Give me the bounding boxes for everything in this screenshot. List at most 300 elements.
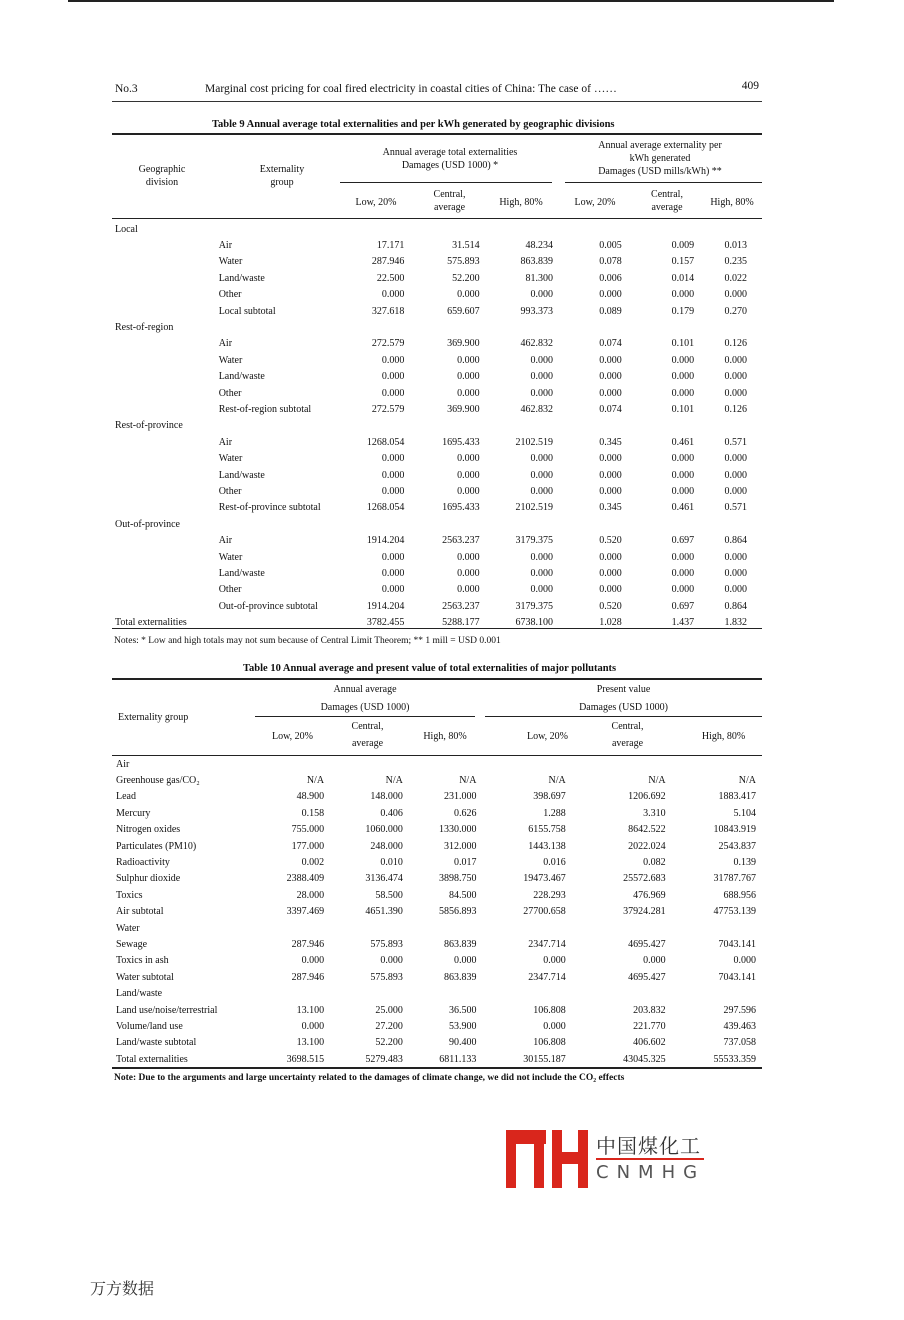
logo-bar xyxy=(534,1130,544,1160)
value-cell: 0.864 xyxy=(724,600,747,612)
value-cell xyxy=(337,221,404,237)
header-text: Central, xyxy=(351,721,384,732)
value-cell: 1206.692 xyxy=(628,791,666,803)
value-cell: 6811.133 xyxy=(439,1053,477,1065)
value-cell: 0.089 xyxy=(599,305,622,317)
value-cell: 0.000 xyxy=(530,289,554,301)
group-cell: Toxics xyxy=(116,889,143,901)
table9-top-rule xyxy=(112,133,762,135)
value-cell: 0.000 xyxy=(381,485,405,497)
table10-header-pv: Present value xyxy=(596,684,651,695)
group-cell: Volume/land use xyxy=(116,1020,183,1032)
value-cell: 0.520 xyxy=(599,600,622,612)
header-text: group xyxy=(270,177,294,188)
value-cell: 1060.000 xyxy=(365,824,403,836)
table-row xyxy=(116,985,756,1001)
group-cell: Local subtotal xyxy=(218,305,276,317)
value-cell: 37924.281 xyxy=(623,906,666,918)
value-cell: 0.000 xyxy=(671,453,695,465)
value-cell xyxy=(553,516,622,532)
value-cell: 0.864 xyxy=(724,535,747,547)
division-cell: Rest-of-region xyxy=(115,322,174,334)
value-cell: 369.900 xyxy=(447,403,480,415)
table9-header-perkwh xyxy=(560,139,760,178)
value-cell xyxy=(404,516,479,532)
table-row xyxy=(115,336,747,352)
value-cell: 17.171 xyxy=(376,240,405,252)
value-cell: 0.000 xyxy=(457,551,480,563)
value-cell: 0.626 xyxy=(453,807,477,819)
table10-col-central-pv xyxy=(590,720,665,750)
value-cell xyxy=(480,221,553,237)
value-cell: 406.602 xyxy=(633,1037,666,1049)
header-text: kWh generated xyxy=(629,153,691,164)
value-cell: 0.006 xyxy=(599,272,622,284)
value-cell: 0.235 xyxy=(724,256,747,268)
group-cell: Land/waste xyxy=(116,988,163,1000)
table-row xyxy=(116,789,756,805)
division-cell: Total externalities xyxy=(115,617,187,629)
group-cell: Water xyxy=(218,354,243,366)
value-cell: 287.946 xyxy=(291,971,325,983)
table10-bottom-rule xyxy=(112,1067,762,1069)
value-cell: 0.697 xyxy=(671,600,695,612)
value-cell: 287.946 xyxy=(291,938,325,950)
table10-header-pv-damages: Damages (USD 1000) xyxy=(579,702,668,713)
table-row xyxy=(115,270,747,286)
group-cell: Total externalities xyxy=(116,1053,188,1065)
value-cell: 1443.138 xyxy=(528,840,566,852)
value-cell: 0.461 xyxy=(671,436,695,448)
value-cell: 863.839 xyxy=(443,971,477,983)
group-cell: Other xyxy=(218,584,242,596)
table10-body xyxy=(116,756,756,1067)
running-head xyxy=(115,80,763,102)
value-cell: 1.288 xyxy=(543,807,566,819)
value-cell: 43045.325 xyxy=(623,1053,666,1065)
table-row xyxy=(116,920,756,936)
value-cell: 0.000 xyxy=(724,453,747,465)
value-cell: 36.500 xyxy=(448,1004,477,1016)
value-cell: 0.009 xyxy=(671,240,695,252)
value-cell: 0.000 xyxy=(599,453,622,465)
division-cell xyxy=(115,287,219,303)
value-cell: 90.400 xyxy=(448,1037,477,1049)
division-cell xyxy=(115,582,219,598)
cnmhg-logo xyxy=(500,1128,710,1188)
table10-header-annual-damages: Damages (USD 1000) xyxy=(320,702,410,713)
group-cell: Water subtotal xyxy=(116,971,174,983)
value-cell xyxy=(566,985,666,1001)
value-cell: 272.579 xyxy=(371,338,405,350)
group-cell: Other xyxy=(218,485,242,497)
table-row xyxy=(115,483,747,499)
value-cell: 0.000 xyxy=(457,387,480,399)
value-cell: 0.017 xyxy=(453,857,477,869)
running-title: Marginal cost pricing for coal fired electricity in coastal cities of China: The case of …… xyxy=(205,83,617,95)
header-text: Geographic xyxy=(138,164,186,175)
value-cell xyxy=(476,756,565,772)
value-cell: 1.832 xyxy=(724,617,747,629)
table10-sub-rule-left xyxy=(255,716,475,717)
table10-col-low: Low, 20% xyxy=(271,731,313,742)
table9-body xyxy=(115,221,747,631)
table10-col-high: High, 80% xyxy=(423,731,467,742)
value-cell: 5288.177 xyxy=(442,617,480,629)
value-cell: 462.832 xyxy=(520,403,554,415)
division-cell: Local xyxy=(115,223,138,235)
value-cell xyxy=(566,756,666,772)
value-cell: 2347.714 xyxy=(528,938,566,950)
value-cell: 0.157 xyxy=(671,256,695,268)
division-cell xyxy=(115,434,219,450)
division-cell xyxy=(115,270,219,286)
value-cell: 0.000 xyxy=(530,485,554,497)
group-cell: Air xyxy=(218,240,233,252)
header-text: Central, xyxy=(611,721,644,732)
table-row xyxy=(116,1035,756,1051)
value-cell: 10843.919 xyxy=(713,824,756,836)
value-cell: 0.520 xyxy=(599,535,622,547)
value-cell: 0.000 xyxy=(453,955,477,967)
group-cell: Lead xyxy=(116,791,136,803)
value-cell: 287.946 xyxy=(371,256,405,268)
value-cell: 203.832 xyxy=(633,1004,666,1016)
division-cell: Out-of-province xyxy=(115,518,180,530)
header-text: Annual average total externalities xyxy=(382,147,518,158)
value-cell: 1883.417 xyxy=(718,791,756,803)
value-cell: 22.500 xyxy=(376,272,405,284)
table10-header-group: Externality group xyxy=(118,712,189,723)
journal-issue: No.3 xyxy=(115,83,138,95)
table-row xyxy=(116,756,756,772)
value-cell: 47753.139 xyxy=(713,906,756,918)
value-cell: 0.000 xyxy=(543,955,566,967)
value-cell: 863.839 xyxy=(443,938,477,950)
value-cell: N/A xyxy=(385,775,403,787)
value-cell xyxy=(622,319,694,335)
value-cell: 0.000 xyxy=(671,371,695,383)
value-cell: 462.832 xyxy=(520,338,554,350)
value-cell: 0.000 xyxy=(724,371,747,383)
value-cell: 3898.750 xyxy=(438,873,477,885)
value-cell: 228.293 xyxy=(533,889,566,901)
division-cell xyxy=(115,303,219,319)
value-cell xyxy=(694,418,747,434)
group-cell: Out-of-province subtotal xyxy=(218,600,318,612)
value-cell: 28.000 xyxy=(296,889,325,901)
table9-header-group xyxy=(232,163,332,189)
table10-col-high-pv: High, 80% xyxy=(701,731,746,742)
value-cell: 0.000 xyxy=(457,453,480,465)
table-row xyxy=(116,1051,756,1067)
value-cell xyxy=(480,516,553,532)
value-cell: 0.000 xyxy=(381,371,405,383)
value-cell: 0.000 xyxy=(599,485,622,497)
value-cell: 0.571 xyxy=(724,436,747,448)
value-cell: 0.078 xyxy=(599,256,622,268)
value-cell: 0.000 xyxy=(381,469,405,481)
table9-caption: Table 9 Annual average total externalities and per kWh generated by geographic divisions xyxy=(212,119,615,130)
table-row xyxy=(116,838,756,854)
group-cell: Land use/noise/terrestrial xyxy=(116,1004,218,1016)
logo-english-text: CNMHG xyxy=(596,1162,706,1183)
group-cell: Air xyxy=(218,436,233,448)
table-row xyxy=(116,953,756,969)
value-cell xyxy=(622,516,694,532)
value-cell: 575.893 xyxy=(370,938,403,950)
value-cell: 2563.237 xyxy=(442,600,480,612)
value-cell: 30155.187 xyxy=(523,1053,566,1065)
group-cell: Water xyxy=(218,551,243,563)
top-border-rule xyxy=(68,0,834,2)
logo-bar xyxy=(578,1130,588,1188)
value-cell: 25.000 xyxy=(375,1004,403,1016)
value-cell: 84.500 xyxy=(448,889,477,901)
group-cell: Other xyxy=(218,289,242,301)
group-cell: Radioactivity xyxy=(116,857,170,869)
value-cell: 0.002 xyxy=(301,857,325,869)
table-row xyxy=(116,887,756,903)
value-cell: 0.000 xyxy=(530,584,554,596)
header-text: division xyxy=(145,177,179,188)
table-row xyxy=(115,287,747,303)
value-cell: 1.437 xyxy=(671,617,695,629)
value-cell: 737.058 xyxy=(723,1037,756,1049)
header-text: average xyxy=(611,738,644,749)
value-cell xyxy=(404,319,479,335)
table-row xyxy=(115,565,747,581)
table9-col-low-kwh: Low, 20% xyxy=(574,197,616,208)
group-cell: Other xyxy=(218,387,242,399)
table-row xyxy=(116,904,756,920)
table-row xyxy=(115,598,747,614)
value-cell: N/A xyxy=(306,775,325,787)
value-cell: N/A xyxy=(548,775,566,787)
table-row xyxy=(115,450,747,466)
value-cell: 297.596 xyxy=(723,1004,756,1016)
header-text: average xyxy=(651,202,683,213)
value-cell: 1.028 xyxy=(599,617,622,629)
value-cell: 177.000 xyxy=(291,840,325,852)
value-cell: 248.000 xyxy=(370,840,403,852)
value-cell: 81.300 xyxy=(525,272,554,284)
value-cell: 5856.893 xyxy=(438,906,477,918)
group-cell: Rest-of-region subtotal xyxy=(218,403,312,415)
value-cell: 3397.469 xyxy=(286,906,325,918)
value-cell: 0.697 xyxy=(671,535,695,547)
logo-chinese-text: 中国煤化工 xyxy=(596,1134,701,1158)
value-cell: 0.101 xyxy=(671,403,695,415)
division-cell xyxy=(115,565,219,581)
value-cell: 0.345 xyxy=(599,502,622,514)
value-cell: 0.000 xyxy=(671,469,695,481)
table-row xyxy=(115,500,747,516)
value-cell xyxy=(404,418,479,434)
group-cell xyxy=(219,418,338,434)
group-cell: Mercury xyxy=(116,807,151,819)
value-cell: 6155.758 xyxy=(528,824,566,836)
division-cell xyxy=(115,401,219,417)
value-cell: 8642.522 xyxy=(628,824,666,836)
value-cell xyxy=(337,418,404,434)
division-cell xyxy=(115,549,219,565)
value-cell: 2543.837 xyxy=(718,840,756,852)
value-cell: 2347.714 xyxy=(528,971,566,983)
value-cell: 7043.141 xyxy=(718,971,756,983)
value-cell: 0.000 xyxy=(724,551,747,563)
value-cell: 0.000 xyxy=(301,955,325,967)
value-cell: 0.000 xyxy=(671,551,695,563)
value-cell: 58.500 xyxy=(375,889,403,901)
table-row xyxy=(115,221,747,237)
value-cell xyxy=(666,920,756,936)
value-cell: 55533.359 xyxy=(713,1053,756,1065)
value-cell xyxy=(403,985,477,1001)
value-cell xyxy=(666,985,756,1001)
group-cell xyxy=(219,516,338,532)
value-cell xyxy=(553,221,622,237)
table9-col-high-kwh: High, 80% xyxy=(710,197,754,208)
value-cell: 0.000 xyxy=(530,387,554,399)
wanfang-watermark: 万方数据 xyxy=(90,1279,155,1298)
value-cell: 3782.455 xyxy=(366,617,405,629)
header-text: Central, xyxy=(433,189,466,200)
value-cell xyxy=(324,985,403,1001)
value-cell: 0.179 xyxy=(671,305,695,317)
value-cell: 1330.000 xyxy=(438,824,477,836)
table10-sub-rule-right xyxy=(485,716,762,717)
value-cell: 0.345 xyxy=(599,436,622,448)
value-cell: 0.000 xyxy=(724,354,747,366)
table9-col-central xyxy=(412,188,487,214)
value-cell: 0.000 xyxy=(599,289,622,301)
group-cell: Air xyxy=(218,535,233,547)
division-cell: Rest-of-province xyxy=(115,420,183,432)
table9-sub-rule-left xyxy=(340,182,552,183)
value-cell: 1695.433 xyxy=(442,502,480,514)
group-cell: Air subtotal xyxy=(116,906,164,918)
group-cell: Water xyxy=(218,453,243,465)
value-cell: 0.000 xyxy=(543,1020,566,1032)
header-text: Annual average externality per xyxy=(598,140,722,151)
value-cell: 106.808 xyxy=(533,1037,566,1049)
value-cell: 13.100 xyxy=(296,1004,325,1016)
table-row xyxy=(115,401,747,417)
value-cell: 0.022 xyxy=(724,272,747,284)
value-cell: 0.139 xyxy=(733,857,756,869)
value-cell: 0.000 xyxy=(733,955,756,967)
value-cell: 0.013 xyxy=(724,240,747,252)
value-cell xyxy=(403,920,477,936)
table9-note: Notes: * Low and high totals may not sum because of Central Limit Theorem; ** 1 mill = USD 0.001 xyxy=(114,636,501,646)
value-cell: 476.969 xyxy=(633,889,666,901)
header-text: Damages (USD 1000) * xyxy=(401,160,499,171)
value-cell: 4695.427 xyxy=(628,971,666,983)
value-cell xyxy=(404,221,479,237)
group-cell: Land/waste xyxy=(218,371,265,383)
group-cell: Nitrogen oxides xyxy=(116,824,181,836)
value-cell: 0.000 xyxy=(724,387,747,399)
value-cell: 0.000 xyxy=(671,289,695,301)
division-cell xyxy=(115,254,219,270)
value-cell xyxy=(553,319,622,335)
value-cell: 3179.375 xyxy=(515,600,554,612)
value-cell: 13.100 xyxy=(296,1037,325,1049)
value-cell xyxy=(622,418,694,434)
table-row xyxy=(115,369,747,385)
value-cell: 2563.237 xyxy=(442,535,480,547)
value-cell: 0.000 xyxy=(457,485,480,497)
value-cell: 7043.141 xyxy=(718,938,756,950)
value-cell: 0.000 xyxy=(457,469,480,481)
division-cell xyxy=(115,467,219,483)
table-row xyxy=(115,385,747,401)
value-cell: 327.618 xyxy=(371,305,405,317)
value-cell xyxy=(248,756,324,772)
value-cell xyxy=(566,920,666,936)
value-cell: 2388.409 xyxy=(286,873,325,885)
header-text: average xyxy=(433,202,466,213)
value-cell: 369.900 xyxy=(447,338,480,350)
table9-sub-rule-right xyxy=(565,182,762,183)
table-row xyxy=(115,352,747,368)
table9-col-central-kwh xyxy=(632,188,702,214)
group-cell: Sulphur dioxide xyxy=(116,873,181,885)
value-cell: 0.126 xyxy=(724,338,747,350)
value-cell: 0.000 xyxy=(599,551,622,563)
group-cell xyxy=(219,319,338,335)
value-cell: 0.010 xyxy=(380,857,403,869)
group-cell: Greenhouse gas/CO₂ xyxy=(116,775,200,787)
logo-divider xyxy=(596,1158,704,1160)
table9-bottom-rule xyxy=(112,628,762,629)
table9-header-total xyxy=(340,146,560,172)
header-text: Damages (USD mills/kWh) ** xyxy=(598,166,722,177)
value-cell xyxy=(337,516,404,532)
division-cell xyxy=(115,532,219,548)
table10-note: Note: Due to the arguments and large uncertainty related to the damages of climate change, we did not include the CO₂ effects xyxy=(114,1073,625,1083)
value-cell: 0.014 xyxy=(671,272,695,284)
value-cell xyxy=(694,319,747,335)
division-cell xyxy=(115,385,219,401)
value-cell: 52.200 xyxy=(375,1037,403,1049)
table-row xyxy=(115,467,747,483)
value-cell: 0.000 xyxy=(643,955,666,967)
value-cell: 3.310 xyxy=(643,807,666,819)
group-cell: Water xyxy=(116,922,140,934)
table-row xyxy=(116,822,756,838)
table-row xyxy=(116,854,756,870)
value-cell: 0.000 xyxy=(724,485,747,497)
value-cell: 0.000 xyxy=(457,289,480,301)
value-cell: 0.000 xyxy=(671,584,695,596)
value-cell: 0.000 xyxy=(671,387,695,399)
table-row xyxy=(115,237,747,253)
value-cell: 0.000 xyxy=(381,289,405,301)
value-cell: 0.000 xyxy=(599,387,622,399)
header-text: Central, xyxy=(651,189,683,200)
division-cell xyxy=(115,352,219,368)
table-row xyxy=(115,418,747,434)
value-cell: 0.000 xyxy=(381,453,405,465)
value-cell: 0.000 xyxy=(381,387,405,399)
value-cell xyxy=(324,756,403,772)
value-cell: 0.000 xyxy=(671,485,695,497)
table9-header-bottom-rule xyxy=(112,218,762,219)
value-cell: 0.000 xyxy=(599,567,622,579)
header-text: average xyxy=(351,738,384,749)
